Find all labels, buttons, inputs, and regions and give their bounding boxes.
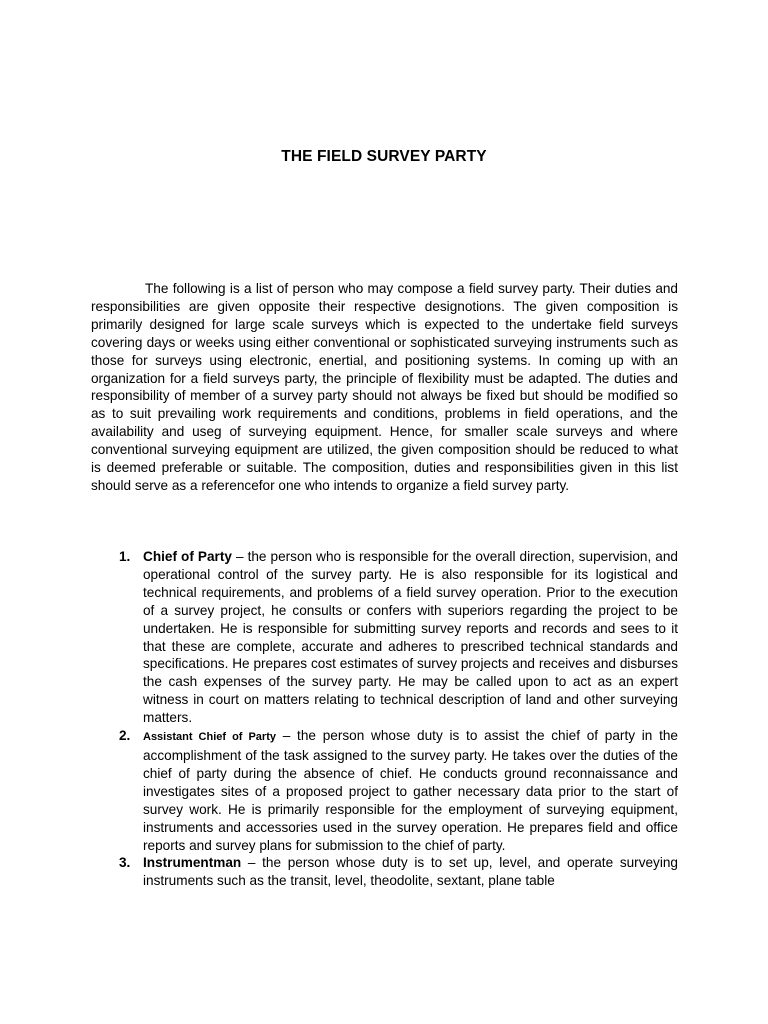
list-item-term: Instrumentman <box>143 855 242 871</box>
page-title: THE FIELD SURVEY PARTY <box>281 148 487 165</box>
list-item <box>91 727 678 854</box>
list-item-number: 1. <box>119 549 131 564</box>
survey-party-list <box>91 548 678 890</box>
list-item-text: – the person whose duty is to assist the chief of party in the accomplishment of the task assigned to the survey party. He takes over the duties of the chief of party during the absence of chief. He conducts ground reconnaissance and investigates sites of a proposed project to gather necessary data prior to the start of survey work. He is primarily responsible for the employment of surveying equipment, instruments and accessories used in the survey operation. He prepares field and office reports and survey plans for submission to the chief of party. <box>143 728 678 853</box>
list-item-number: 2. <box>119 728 131 744</box>
list-item-text: – the person who is responsible for the overall direction, supervision, and operational control of the survey party. He is also responsible for its logistical and technical requirements, and problems of a field survey operation. Prior to the execution of a survey project, he consults or confers with superiors regarding the project to be undertaken. He is responsible for submitting survey reports and records and sees to it that these are complete, accurate and adheres to prescribed technical standards and specifications. He prepares cost estimates of survey projects and receives and disburses the cash expenses of the survey party. He may be called upon to act as an expert witness in court on matters relating to technical description of land and other surveying matters. <box>143 549 678 726</box>
intro-paragraph: The following is a list of person who may compose a field survey party. Their duties and responsibilities are given opposite their respective designotions. The given composition is primarily designed for large scale surveys which is expected to the undertake field surveys covering days or weeks using either conventional or sophisticated surveying instruments such as those for surveys using electronic, enertial, and positioning systems. In coming up with an organization for a field surveys party, the principle of flexibility must be adapted. The duties and responsibility of member of a survey party should not always be fixed but should be modified so as to suit prevailing work requirements and conditions, problems in field operations, and the availability and useg of surveying equipment. Hence, for smaller scale surveys and where conventional surveying equipment are utilized, the given composition should be reduced to what is deemed preferable or suitable. The composition, duties and responsibilities given in this list should serve as a referencefor one who intends to organize a field survey party. <box>91 281 678 493</box>
list-item-text: – the person whose duty is to set up, level, and operate surveying instruments such as the transit, level, theodolite, sextant, plane table <box>143 855 678 889</box>
list-item-term: Assistant Chief of Party <box>143 731 276 744</box>
list-item <box>91 854 678 890</box>
list-item-term: Chief of Party <box>143 549 232 564</box>
list-item-number: 3. <box>119 855 131 871</box>
list-item <box>91 548 678 727</box>
